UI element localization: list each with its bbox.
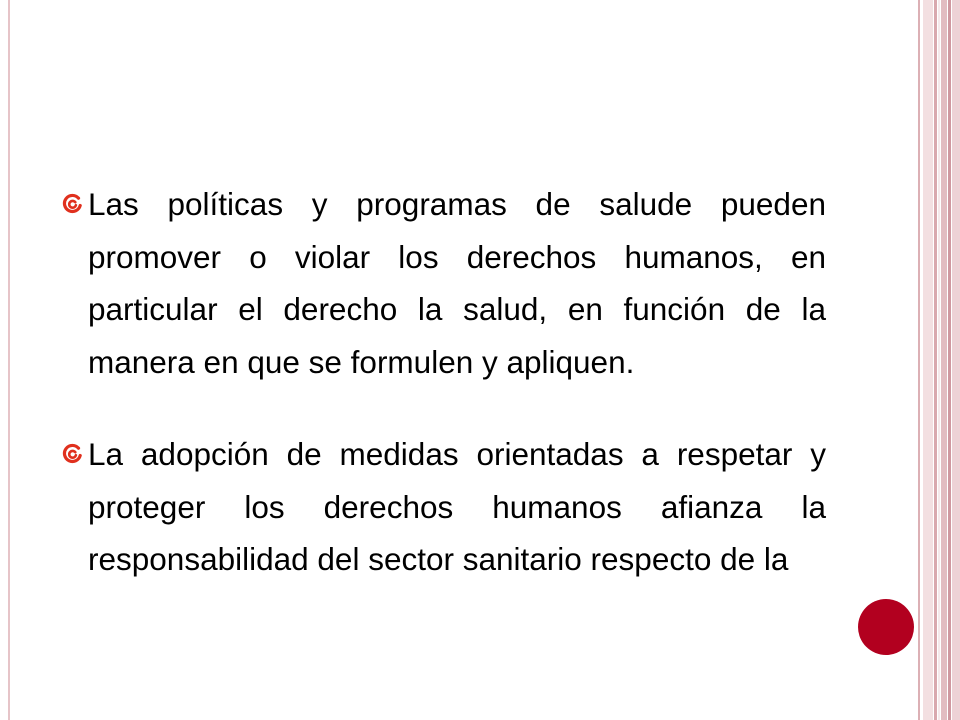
- bullet-list: [62, 178, 826, 626]
- stripe: [923, 0, 933, 720]
- stripe: [948, 0, 951, 720]
- bullet-text: Las políticas y programas de salude pueden promover o violar los derechos humanos, en particular el derecho la salud, en función de la manera en que se formulen y apliquen.: [88, 186, 826, 380]
- bullet-text: La adopción de medidas orientadas a respetar y proteger los derechos humanos afianza la responsabilidad del sector sanitario respecto de la: [88, 436, 826, 577]
- stripe: [938, 0, 940, 720]
- accent-circle: [858, 599, 914, 655]
- stripe: [934, 0, 937, 720]
- stripe: [918, 0, 920, 720]
- left-frame-line: [8, 0, 10, 720]
- list-item: [62, 178, 826, 388]
- list-item: [62, 428, 826, 586]
- bullet-ring-icon: [62, 193, 83, 214]
- bullet-ring-icon: [62, 443, 83, 464]
- stripe: [941, 0, 947, 720]
- stripe: [952, 0, 960, 720]
